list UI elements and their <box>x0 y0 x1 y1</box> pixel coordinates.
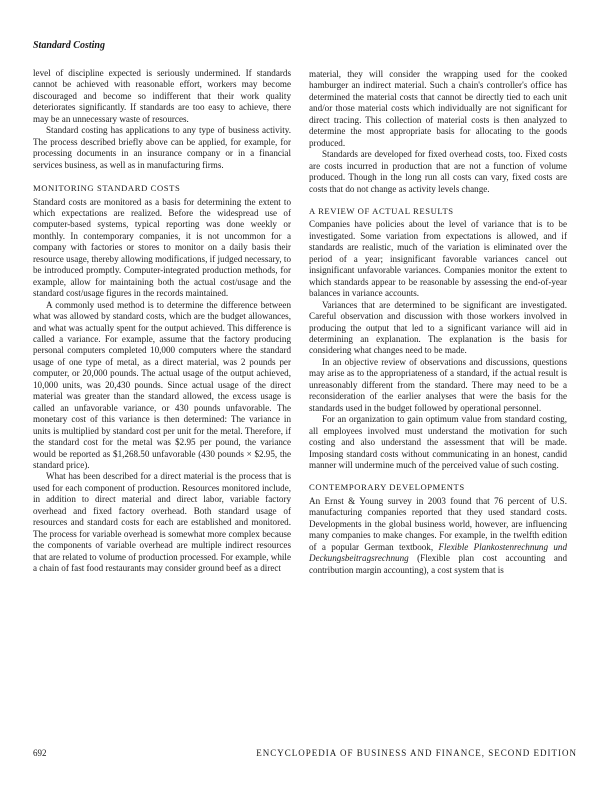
paragraph-text: (Flexible plan cost accounting and contribution margin accounting), a cost system that is <box>309 553 567 575</box>
paragraph: Standard costing has applications to any type of business activity. The process described briefly above can be applied, for example, for processing documents in an insurance company or in a financial services business, as well as in manufacturing firms. <box>33 125 291 170</box>
page-number: 692 <box>33 748 47 758</box>
paragraph: material, they will consider the wrapping used for the cooked hamburger an indirect material. Such a chain's controller's office has determined the material costs that cannot be directly tied to each unit and/or those material costs which individually are not significant for direct tracing. This collection of material costs is then analyzed to determine the most appropriate basis for allocating to the goods produced. <box>309 69 567 148</box>
section-heading-contemporary: CONTEMPORARY DEVELOPMENTS <box>309 482 465 493</box>
paragraph: What has been described for a direct material is the process that is used for each component of production. Resources monitored include, in addition to direct material and direct labor, variable factory overhead and fixed factory overhead. Both standard usage of resources and standard costs for each are established and monitored. The process for variable overhead is somewhat more complex because the components of variable overhead are multiple indirect resources that are related to volume of production processed. For example, while a chain of fast food restaurants may consider ground beef as a direct <box>33 471 291 574</box>
paragraph: In an objective review of observations and discussions, questions may arise as to the appropriateness of a standard, if the actual result is unreasonably different from the standard. There may need to be a reconsideration of the earlier analyses that were the basis for the standards used in the budget followed by operational personnel. <box>309 356 567 413</box>
paragraph: Standard costs are monitored as a basis for determining the extent to which expectations are realized. Before the widespread use of computer-based systems, typical reporting was done weekly or monthly. In contemporary companies, it is not uncommon for a company with factories or stores to monitor on a daily basis their resource usage, thereby allowing modifications, if judged necessary, to be introduced promptly. Computer-integrated production methods, for example, allow for maintaining both the actual cost/usage and the standard cost/usage figures in the records maintained. <box>33 196 291 299</box>
paragraph: level of discipline expected is seriously undermined. If standards cannot be achieved with reasonable effort, workers may become discouraged and become so indifferent that their work quality deteriorates significantly. If standards are too easy to achieve, there may be an unnecessary waste of resources. <box>33 68 291 124</box>
publication-title: ENCYCLOPEDIA OF BUSINESS AND FINANCE, SECOND EDITION <box>256 748 577 758</box>
section-heading-review: A REVIEW OF ACTUAL RESULTS <box>309 205 454 216</box>
section-heading-monitoring: MONITORING STANDARD COSTS <box>33 183 181 194</box>
paragraph: Variances that are determined to be significant are investigated. Careful observation and discussion with those workers involved in producing the output that led to a significant variance will aid in determining an explanation. The explanation is the basis for considering what changes need to be made. <box>309 299 567 356</box>
paragraph-text: An Ernst & Young survey in 2003 found that 76 percent of U.S. manufacturing companies reported that they used standard costs. Developments in the global business world, however, are influencing many companies to make changes. For example, in the twelfth edition of a popular German textbook, <box>309 495 567 552</box>
paragraph: Standards are developed for fixed overhead costs, too. Fixed costs are costs incurred in production that are not a function of volume produced. Though in the long run all costs can vary, fixed costs are costs that do not change as activity levels change. <box>309 149 567 194</box>
running-head: Standard Costing <box>33 40 105 51</box>
paragraph: For an organization to gain optimum value from standard costing, all employees involved must understand the motivation for such costing and also understand the assessment that will be made. Imposing standard costs without communicating in an honest, candid manner will undermine much of the perceived value of such costing. <box>309 414 567 470</box>
right-column <box>309 69 567 576</box>
book-title: Flexible Plankostenrechnung und Deckungsbeitragsrechnung <box>309 541 567 564</box>
paragraph <box>309 496 567 576</box>
paragraph: A commonly used method is to determine the difference between what was allowed by standard costs, which are the budget allowances, and what was actually spent for the output achieved. This difference is called a variance. For example, assume that the factory producing personal computers completed 10,000 computers where the standard usage of one type of metal, as a direct material, was 2 pounds per computer, or 20,000 pounds. The actual usage of the output achieved, 10,000 units, was 20,430 pounds. Since actual usage of the direct material was greater than the standard allowed, the excess usage is called an unfavorable variance, or 430 pounds unfavorable. The monetary cost of this variance is then determined: The variance in units is multiplied by standard cost per unit for the metal. Therefore, if the standard cost for the metal was $2.95 per pound, the variance would be reported as $1,268.50 unfavorable (430 pounds × $2.95, the standard price). <box>33 299 291 470</box>
paragraph: Companies have policies about the level of variance that is to be investigated. Some variation from expectations is allowed, and if standards are realistic, much of the variation is eliminated over the period of a year; insignificant favorable variances cancel out insignificant unfavorable variances. Companies monitor the extent to which standards appear to be reasonable by assessing the end-of-year balances in variance accounts. <box>309 219 567 299</box>
left-column <box>33 68 291 574</box>
